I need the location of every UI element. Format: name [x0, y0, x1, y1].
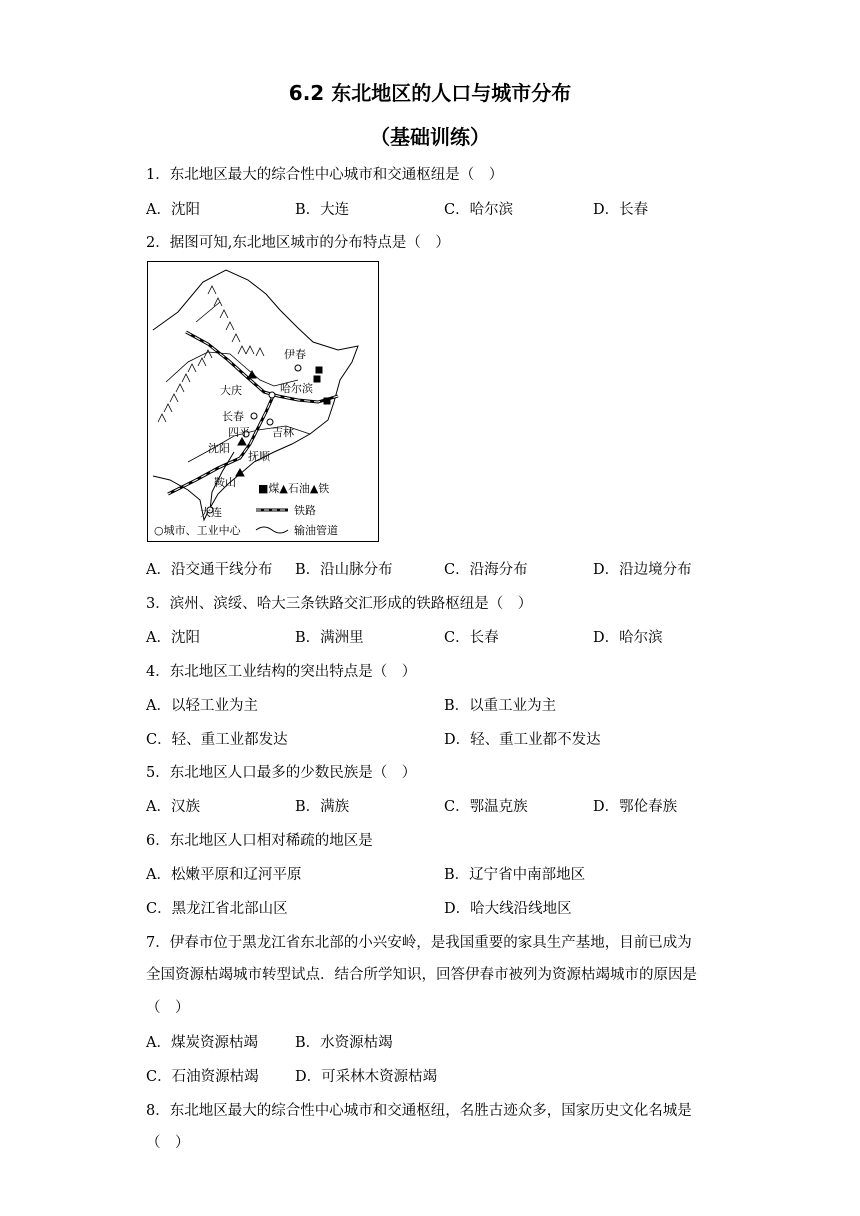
question-6-stem: 6．东北地区人口相对稀疏的地区是	[146, 833, 373, 849]
q2-option-b[interactable]: B．沿山脉分布	[295, 562, 393, 578]
map-label-changchun: 长春	[222, 410, 244, 423]
q7-option-a[interactable]: A．煤炭资源枯竭	[146, 1035, 258, 1051]
map-label-yichun: 伊春	[284, 348, 306, 361]
q6-option-d[interactable]: D．哈大线沿线地区	[444, 901, 572, 917]
question-7-stem-line-3: （ ）	[146, 1000, 190, 1016]
map-label-jilin: 吉林	[272, 426, 294, 439]
q1-option-a[interactable]: A．沈阳	[146, 202, 200, 218]
map-label-fushun: 抚顺	[248, 450, 270, 463]
q5-option-a[interactable]: A．汉族	[146, 799, 200, 815]
q4-option-b[interactable]: B．以重工业为主	[444, 698, 557, 714]
legend-city: ○城市、工业中心	[154, 524, 241, 537]
map-label-dalian: 大连	[200, 506, 222, 519]
legend-pipeline: 输油管道	[294, 524, 338, 537]
question-7-stem-line-2: 全国资源枯竭城市转型试点．结合所学知识，回答伊春市被列为资源枯竭城市的原因是	[146, 967, 697, 983]
map-label-siping: 四平	[228, 426, 250, 439]
map-label-daqing: 大庆	[220, 384, 242, 397]
q1-option-d[interactable]: D．长春	[593, 202, 649, 218]
question-2-stem: 2．据图可知,东北地区城市的分布特点是（ ）	[146, 235, 450, 251]
q7-option-d[interactable]: D．可采林木资源枯竭	[295, 1069, 438, 1085]
q6-option-c[interactable]: C．黑龙江省北部山区	[146, 901, 288, 917]
q4-option-c[interactable]: C．轻、重工业都发达	[146, 732, 288, 748]
q1-option-c[interactable]: C．哈尔滨	[444, 202, 514, 218]
q5-option-d[interactable]: D．鄂伦春族	[593, 799, 678, 815]
q6-option-a[interactable]: A．松嫩平原和辽河平原	[146, 867, 302, 883]
q4-option-d[interactable]: D．轻、重工业都不发达	[444, 732, 601, 748]
q4-option-a[interactable]: A．以轻工业为主	[146, 698, 258, 714]
northeast-map	[147, 261, 379, 542]
map-label-harbin: 哈尔滨	[280, 382, 313, 395]
q2-option-c[interactable]: C．沿海分布	[444, 562, 528, 578]
question-3-stem: 3．滨州、滨绥、哈大三条铁路交汇形成的铁路枢纽是（ ）	[146, 596, 533, 612]
q2-option-d[interactable]: D．沿边境分布	[593, 562, 692, 578]
q5-option-b[interactable]: B．满族	[295, 799, 350, 815]
question-4-stem: 4．东北地区工业结构的突出特点是（ ）	[146, 664, 417, 680]
q3-option-d[interactable]: D．哈尔滨	[593, 630, 663, 646]
q7-option-b[interactable]: B．水资源枯竭	[295, 1035, 393, 1051]
q3-option-c[interactable]: C．长春	[444, 630, 499, 646]
question-8-stem-line-2: （ ）	[146, 1135, 190, 1151]
map-label-anshan: 鞍山	[214, 476, 236, 489]
page-title: 6.2 东北地区的人口与城市分布	[288, 81, 572, 105]
legend-pipeline-symbol	[256, 527, 288, 533]
legend-railway: 铁路	[294, 504, 316, 517]
question-7-stem-line-1: 7．伊春市位于黑龙江省东北部的小兴安岭，是我国重要的家具生产基地，目前已成为	[146, 935, 692, 951]
q1-option-b[interactable]: B．大连	[295, 202, 350, 218]
question-5-stem: 5．东北地区人口最多的少数民族是（ ）	[146, 765, 417, 781]
q2-option-a[interactable]: A．沿交通干线分布	[146, 562, 273, 578]
map-graphic	[148, 262, 380, 543]
q7-option-c[interactable]: C．石油资源枯竭	[146, 1069, 259, 1085]
q3-option-b[interactable]: B．满洲里	[295, 630, 364, 646]
map-label-shenyang: 沈阳	[208, 442, 230, 455]
page-subtitle: （基础训练）	[370, 125, 490, 149]
question-8-stem-line-1: 8．东北地区最大的综合性中心城市和交通枢纽，名胜古迹众多，国家历史文化名城是	[146, 1103, 692, 1119]
legend-resources: ■煤▲石油▲铁	[258, 482, 330, 495]
q5-option-c[interactable]: C．鄂温克族	[444, 799, 528, 815]
q6-option-b[interactable]: B．辽宁省中南部地区	[444, 867, 586, 883]
question-1-stem: 1．东北地区最大的综合性中心城市和交通枢纽是（ ）	[146, 167, 504, 183]
q3-option-a[interactable]: A．沈阳	[146, 630, 200, 646]
